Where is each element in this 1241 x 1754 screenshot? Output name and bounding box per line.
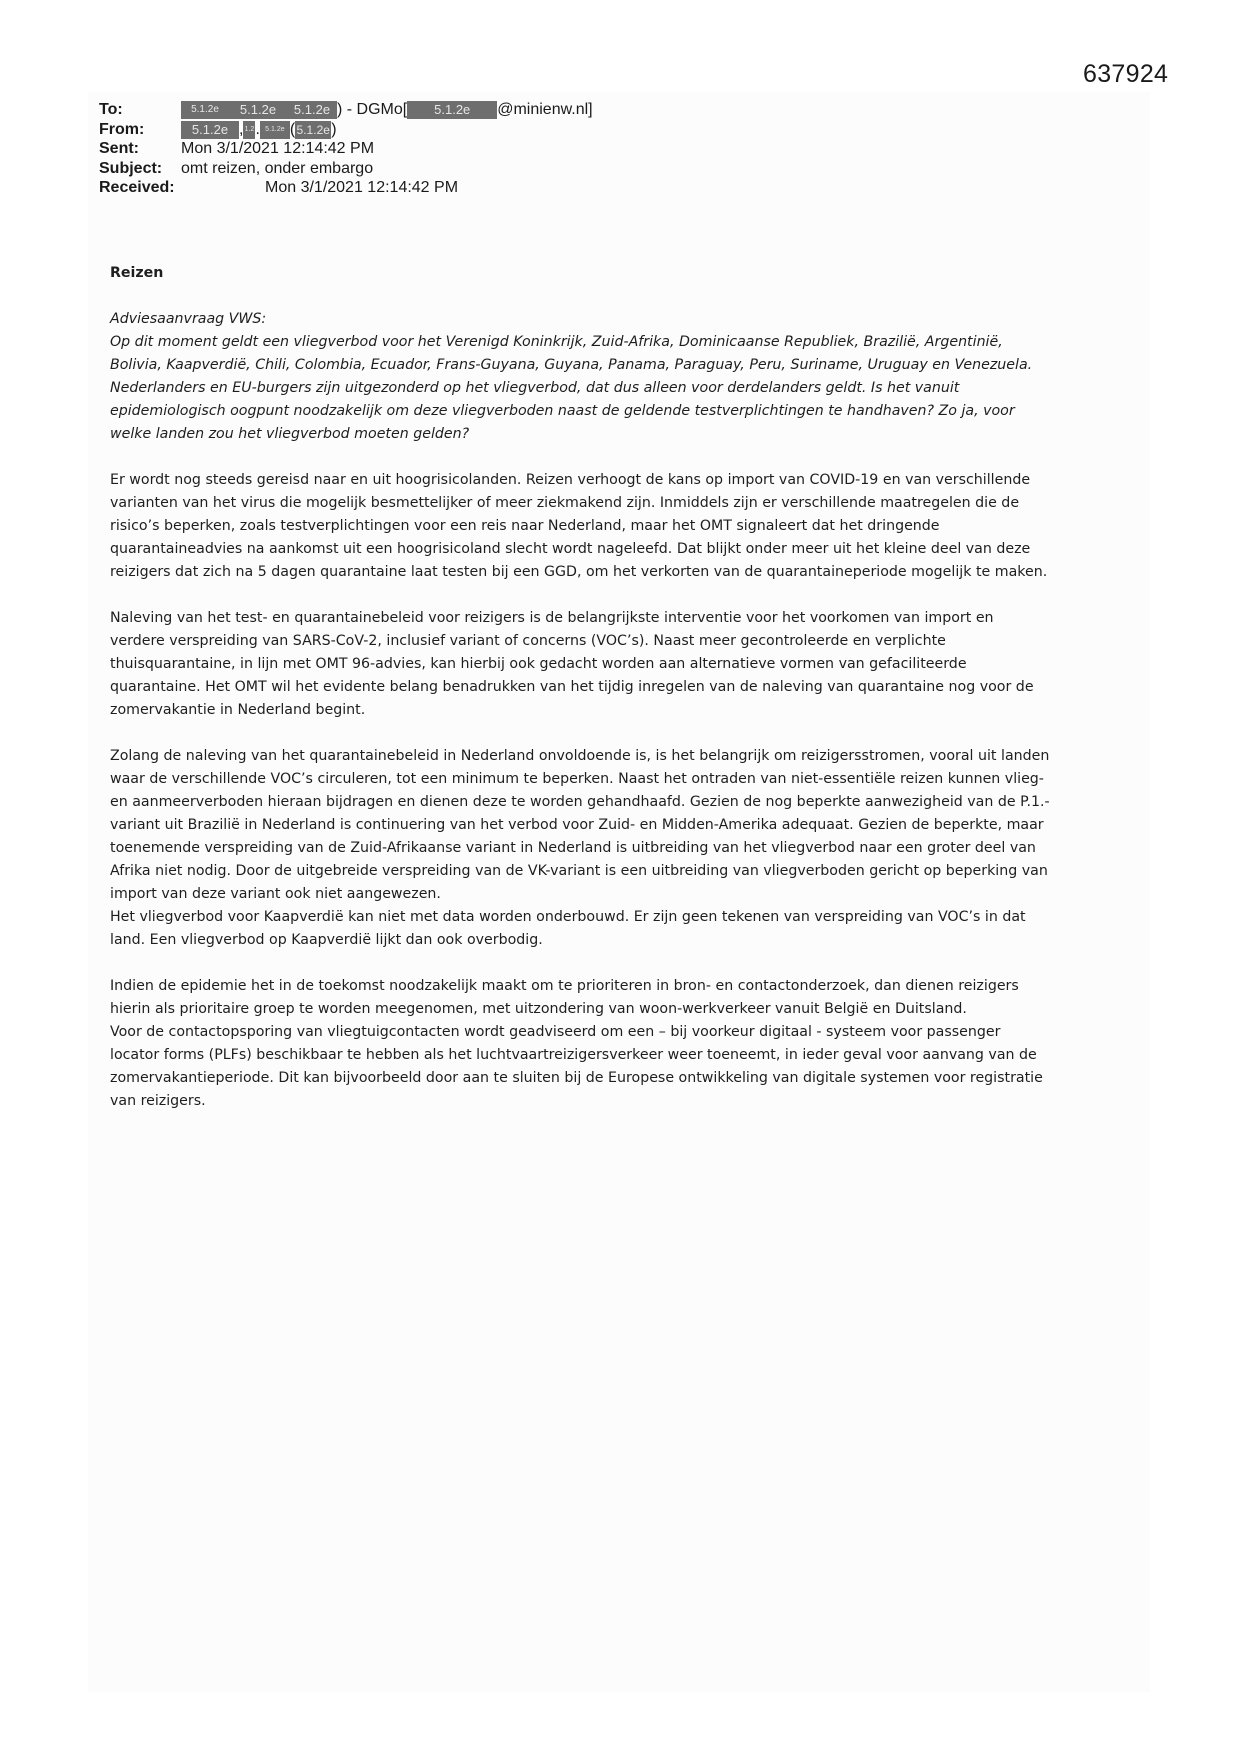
text-line: locator forms (PLFs) beschikbaar te hebben als het luchtvaartreizigersverkeer weer toeneemt, in ieder geval voor aanvang van de bbox=[110, 1047, 1037, 1063]
redaction-box: 1.2 bbox=[243, 121, 255, 139]
paragraph-contact-tracing bbox=[110, 975, 1135, 1113]
to-row bbox=[99, 100, 593, 120]
text-line: Er wordt nog steeds gereisd naar en uit hoogrisicolanden. Reizen verhoogt de kans op import van COVID-19 en van verschillende bbox=[110, 472, 1031, 488]
email-body bbox=[110, 262, 1135, 1136]
advice-request-heading: Adviesaanvraag VWS: bbox=[110, 311, 267, 327]
redaction-box: 5.1.2e bbox=[287, 101, 337, 119]
sent-label: Sent: bbox=[99, 140, 139, 158]
paragraph-flight-bans bbox=[110, 745, 1135, 952]
redaction-box: 5.1.2e bbox=[181, 121, 239, 139]
text-line: thuisquarantaine, in lijn met OMT 96-advies, kan hierbij ook gedacht worden aan alternatieve vormen van gefaciliteerde bbox=[110, 656, 967, 672]
text-line: zomervakantie in Nederland begint. bbox=[110, 702, 366, 718]
paragraph-travel-risk bbox=[110, 469, 1135, 584]
text-line: toenemende verspreiding van de Zuid-Afrikaanse variant in Nederland is uitbreiding van het vliegverbod naar een groter deel van bbox=[110, 840, 1036, 856]
redaction-box: 5.1.2e bbox=[229, 101, 287, 119]
email-header bbox=[99, 100, 593, 198]
advice-request-line: Nederlanders en EU-burgers zijn uitgezonderd op het vliegverbod, dat dus alleen voor derdelanders geldt. Is het vanuit bbox=[110, 380, 960, 396]
redaction-box: 5.1.2e bbox=[260, 121, 290, 139]
sent-value: Mon 3/1/2021 12:14:42 PM bbox=[181, 140, 375, 158]
text-line: van reizigers. bbox=[110, 1093, 206, 1109]
received-label: Received: bbox=[99, 179, 175, 197]
subject-row bbox=[99, 159, 593, 179]
text-line: variant uit Brazilië in Nederland is continuering van het verbod voor Zuid- en Midden-Amerika adequaat. Gezien de beperkte, maar bbox=[110, 817, 1044, 833]
text-line: Voor de contactopsporing van vliegtuigcontacten wordt geadviseerd om een – bij voorkeur digitaal - systeem voor passenger bbox=[110, 1024, 1001, 1040]
subject-label: Subject: bbox=[99, 159, 163, 177]
to-text-mid: ) - DGMo[ bbox=[337, 101, 408, 119]
text-line: reizigers dat zich na 5 dagen quarantaine laat testen bij een GGD, om het verkorten van de quarantaineperiode mogelijk te maken. bbox=[110, 564, 1048, 580]
text-line: Afrika niet nodig. Door de uitgebreide verspreiding van de VK-variant is een uitbreiding van vliegverboden gericht op beperking van bbox=[110, 863, 1048, 879]
from-row bbox=[99, 120, 593, 140]
to-value bbox=[181, 100, 593, 119]
text-line: land. Een vliegverbod op Kaapverdië lijkt dan ook overbodig. bbox=[110, 932, 543, 948]
from-label: From: bbox=[99, 120, 145, 138]
advice-request bbox=[110, 308, 1135, 446]
section-title: Reizen bbox=[110, 265, 164, 281]
to-label: To: bbox=[99, 101, 123, 119]
text-line: en aanmeerverboden hieraan bijdragen en dienen deze te worden gehandhaafd. Gezien de nog beperkte aanwezigheid van de P.1.- bbox=[110, 794, 1050, 810]
from-paren-open: ( bbox=[289, 120, 296, 138]
text-line: zomervakantieperiode. Dit kan bijvoorbeeld door aan te sluiten bij de Europese ontwikkeling van digitale systemen voor registratie bbox=[110, 1070, 1043, 1086]
text-line: hierin als prioritaire groep te worden meegenomen, met uitzondering van woon-werkverkeer vanuit België en Duitsland. bbox=[110, 1001, 967, 1017]
text-line: waar de verschillende VOC’s circuleren, tot een minimum te beperken. Naast het ontraden van niet-essentiële reizen kunnen vlieg- bbox=[110, 771, 1044, 787]
from-value bbox=[181, 120, 337, 139]
text-line: verdere verspreiding van SARS-CoV-2, inclusief variant of concerns (VOC’s). Naast meer gecontroleerde en verplichte bbox=[110, 633, 946, 649]
text-line: import van deze variant ook niet aangewezen. bbox=[110, 886, 441, 902]
document-number: 637924 bbox=[1083, 60, 1169, 88]
from-paren-close: ) bbox=[331, 120, 337, 138]
text-line: risico’s beperken, zoals testverplichtingen voor een reis naar Nederland, maar het OMT signaleert dat het dringende bbox=[110, 518, 940, 534]
text-line: Naleving van het test- en quarantainebeleid voor reizigers is de belangrijkste interventie voor het voorkomen van import en bbox=[110, 610, 994, 626]
advice-request-line: epidemiologisch oogpunt noodzakelijk om deze vliegverboden naast de geldende testverplichtingen te handhaven? Zo ja, voor bbox=[110, 403, 1015, 419]
text-line: Indien de epidemie het in de toekomst noodzakelijk maakt om te prioriteren in bron- en contactonderzoek, dan dienen reizigers bbox=[110, 978, 1019, 994]
advice-request-line: Op dit moment geldt een vliegverbod voor het Verenigd Koninkrijk, Zuid-Afrika, Dominicaanse Republiek, Brazilië, Argentinië, bbox=[110, 334, 1003, 350]
redaction-box: 5.1.2e bbox=[407, 101, 497, 119]
text-line: quarantaineadvies na aankomst uit een hoogrisicoland slecht wordt nageleefd. Dat blijkt onder meer uit het kleine deel van deze bbox=[110, 541, 1031, 557]
text-line: Het vliegverbod voor Kaapverdië kan niet met data worden onderbouwd. Er zijn geen tekenen van verspreiding van VOC’s in dat bbox=[110, 909, 1026, 925]
from-sep: . bbox=[255, 120, 260, 138]
redaction-box: 5.1.2e bbox=[181, 101, 229, 119]
sent-row bbox=[99, 139, 593, 159]
text-line: varianten van het virus die mogelijk besmettelijker of meer ziekmakend zijn. Inmiddels zijn er verschillende maatregelen die de bbox=[110, 495, 1020, 511]
redaction-box: 5.1.2e bbox=[296, 122, 330, 137]
received-row bbox=[99, 178, 593, 198]
text-line: quarantaine. Het OMT wil het evidente belang benadrukken van het tijdig inregelen van de naleving van quarantaine nog voor de bbox=[110, 679, 1034, 695]
paragraph-quarantine-compliance bbox=[110, 607, 1135, 722]
text-line: Zolang de naleving van het quarantainebeleid in Nederland onvoldoende is, is het belangrijk om reizigersstromen, vooral uit landen bbox=[110, 748, 1050, 764]
advice-request-line: Bolivia, Kaapverdië, Chili, Colombia, Ecuador, Frans-Guyana, Guyana, Panama, Paraguay, Peru, Suriname, Uruguay en Venezuela. bbox=[110, 357, 1033, 373]
advice-request-line: welke landen zou het vliegverbod moeten gelden? bbox=[110, 426, 470, 442]
subject-value: omt reizen, onder embargo bbox=[181, 159, 374, 177]
received-value: Mon 3/1/2021 12:14:42 PM bbox=[265, 179, 459, 197]
from-sep: , bbox=[239, 120, 244, 138]
to-email-domain: @minienw.nl] bbox=[497, 101, 593, 119]
